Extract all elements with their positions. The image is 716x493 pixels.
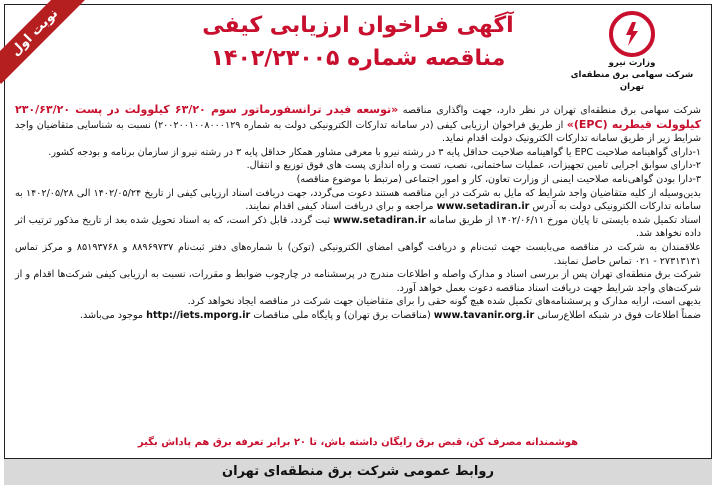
notice-body — [15, 103, 701, 323]
requirement-2: ۲-دارای سوابق اجرایی تامین تجهیزات، عملیات ساختمانی، نصب، تست و راه اندازی پست های فوق توزیع و انتقال. — [246, 160, 701, 172]
requirement-1: ۱-دارای گواهینامه صلاحیت EPC یا گواهینامه صلاحیت حداقل پایه ۳ در رشته نیرو با معرفی مشاور همکار حداقل پایه ۳ در رشته نیرو از سازمان برنامه و بودجه کشور. — [48, 146, 701, 158]
power-logo-icon — [609, 11, 655, 57]
footer-public-relations: روابط عمومی شرکت برق منطقه‌ای تهران — [4, 458, 712, 485]
iets-link[interactable]: http://iets.mporg.ir — [146, 309, 251, 321]
setadiran-link[interactable]: www.setadiran.ir — [436, 201, 530, 213]
setadiran-link-2[interactable]: www.setadiran.ir — [333, 214, 427, 226]
tender-notice — [4, 4, 712, 485]
requirement-3: ۳-دارا بودن گواهی‌نامه صلاحیت ایمنی از وزارت تعاون، کار و امور اجتماعی (مرتبط با موضوع مناقصه) — [296, 173, 701, 185]
intro-paragraph: شرکت سهامی برق منطقه‌ای تهران در نظر دارد، جهت واگذاری مناقصه «توسعه فیدر ترانسفورماتور سوم ۶۳/۲۰ کیلوولت در پست ۲۳۰/۶۳/۲۰ کیلوولت قیطریه (EPC)» از طریق فراخوان ارزیابی کیفی (در سامانه تدارکات الکترونیکی دولت به شماره ۲۰۰۲۰۰۱۰۰۸۰۰۰۱۲۹) نسبت به شناسایی متقاضیان واجد شرایط زیر از طریق سامانه تدارکات الکترونیک دولت اقدام نماید. — [15, 103, 702, 145]
project-title: «توسعه فیدر ترانسفورماتور سوم ۶۳/۲۰ کیلوولت در پست ۲۳۰/۶۳/۲۰ کیلوولت قیطریه (EPC)» — [15, 103, 702, 131]
org-logo-block — [567, 11, 697, 93]
disclaimer-paragraph: بدیهی است، ارایه مدارک و پرسشنامه‌های تکمیل شده هیچ گونه حقی را برای متقاضیان جهت شرکت در مناقصه ایجاد نخواهد کرد. — [187, 296, 701, 308]
submission-deadline-paragraph: اسناد تکمیل شده بایستی تا پایان مورخ ۱۴۰۲/۰۶/۱۱ از طریق سامانه www.setadiran.ir ثبت گردد، قابل ذکر است، که به اسناد تحویل شده بعد از تاریخ مذکور ترتیب اثر داده نخواهد شد. — [15, 214, 701, 240]
document-collection-paragraph: بدین‌وسیله از کلیه متقاضیان واجد شرایط که مایل به شرکت در این مناقصه هستند دعوت می‌گردد، جهت دریافت اسناد ارزیابی کیفی از تاریخ ۱۴۰۲/۰۵/۲۴ الی ۱۴۰۲/۰۵/۲۸ به سامانه تدارکات الکترونیکی دولت به آدرس www.setadiran.ir مراجعه و برای دریافت اسناد کیفی اقدام نمایند. — [15, 187, 701, 213]
tender-number: مناقصه شماره ۱۴۰۲/۲۳۰۰۵ — [210, 46, 506, 71]
evaluation-paragraph: شرکت برق منطقه‌ای تهران پس از بررسی اسناد و مدارک واصله و اطلاعات مندرج در پرسشنامه در چارچوب ضوابط و مقررات، نسبت به ارزیابی کیفی شرکت‌ها اقدام و از شرکت‌های واجد شرایط جهت دریافت اسناد مناقصه دعوت بعمل خواهد آورد. — [15, 269, 701, 294]
notice-title: آگهی فراخوان ارزیابی کیفی — [202, 13, 514, 38]
company-name: شرکت سهامی برق منطقه‌ای تهران — [570, 70, 694, 92]
registration-paragraph: علاقمندان به شرکت در مناقصه می‌بایست جهت ثبت‌نام و دریافت گواهی امضای الکترونیکی (توکن) با شماره‌های دفتر ثبت‌نام ۸۸۹۶۹۷۳۷ و ۸۵۱۹۳۷۶۸ و مرکز تماس ۲۷۳۱۳۱۳۱ - ۰۲۱ تماس حاصل نمایند. — [15, 241, 701, 267]
energy-saving-slogan: هوشمندانه مصرف کن، قبض برق رایگان داشته باش، تا ۲۰ برابر تعرفه برق هم پاداش بگیر — [137, 437, 579, 448]
info-sources-paragraph: ضمناً اطلاعات فوق در شبکه اطلاع‌رسانی www.tavanir.org.ir (مناقصات برق تهران) و پایگاه ملی مناقصات http://iets.mporg.ir موجود می‌باشد. — [79, 309, 701, 321]
ministry-name: وزارت نیرو — [608, 58, 656, 68]
tavanir-link[interactable]: www.tavanir.org.ir — [433, 309, 535, 321]
first-publication-ribbon: نوبت اول — [0, 0, 86, 84]
